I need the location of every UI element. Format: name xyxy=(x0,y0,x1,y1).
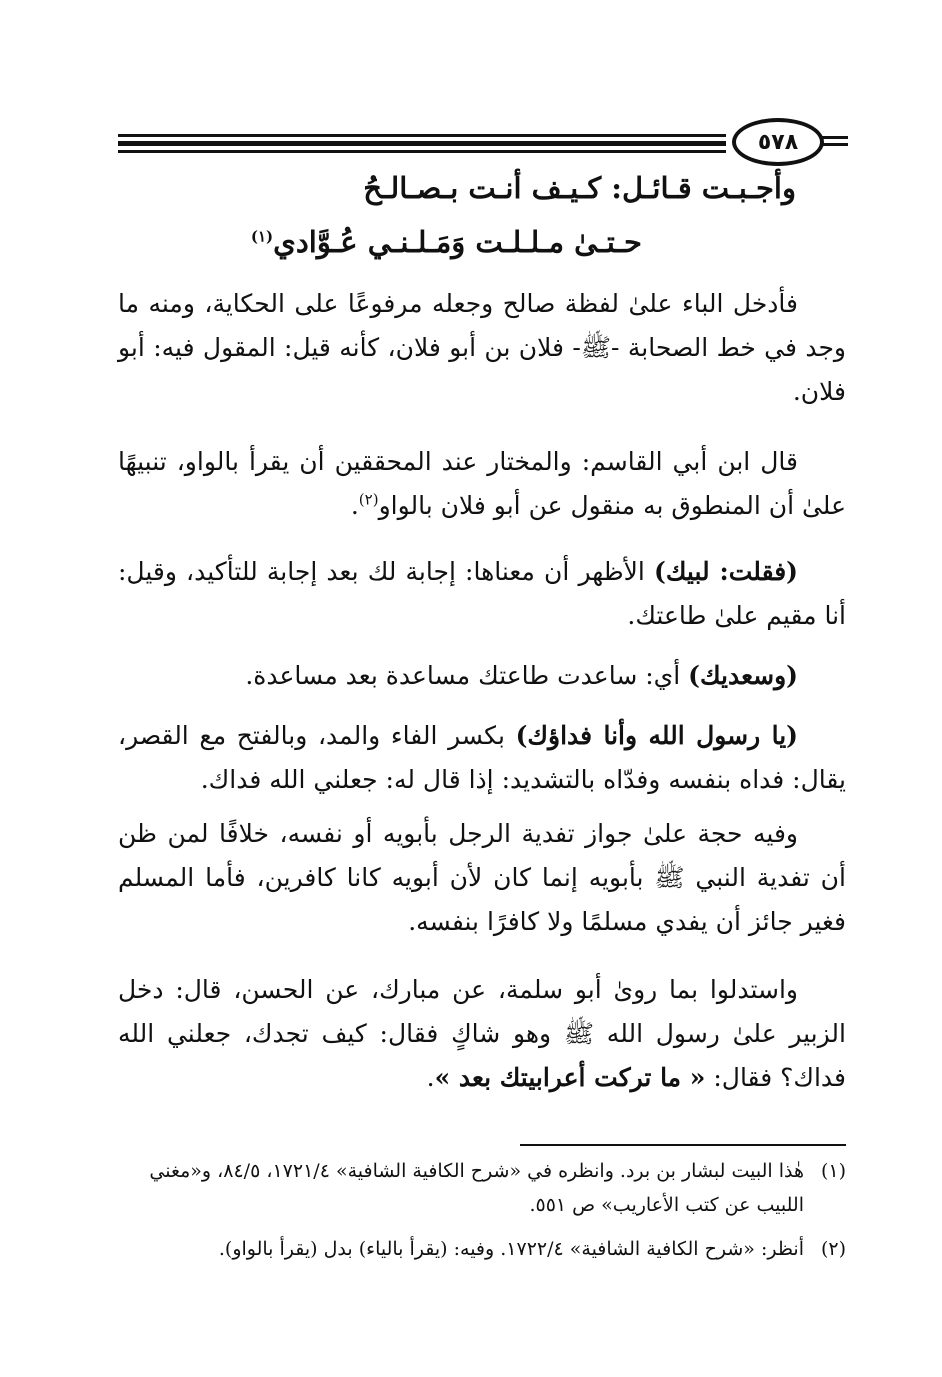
footnote-item xyxy=(118,1154,846,1222)
body-paragraph xyxy=(118,282,846,414)
footnote-text: أنظر: «شرح الكافية الشافية» ١٧٢٢/٤. وفيه: (يقرأ بالياء) بدل (يقرأ بالواو). xyxy=(218,1238,804,1260)
paragraph-lead: (يا رسول الله وأنا فداؤك) xyxy=(515,721,798,750)
paragraph-text-main: قال ابن أبي القاسم: والمختار عند المحققين أن يقرأ بالواو، تنبيهًا علىٰ أن المنطوق به منقول عن أبو فلان بالواو xyxy=(118,447,846,520)
paragraph-text xyxy=(118,550,846,638)
paragraph-text-tail: . xyxy=(426,1063,435,1092)
footnote-number: (٢) xyxy=(820,1238,846,1260)
footnotes xyxy=(118,1154,846,1276)
body-paragraph xyxy=(118,440,846,528)
header-rule xyxy=(118,150,726,153)
header-rule xyxy=(118,134,726,137)
paragraph-text xyxy=(118,714,846,802)
paragraph-text-main: أي: ساعدت طاعتك مساعدة بعد مساعدة. xyxy=(245,661,689,690)
footnote-text: هٰذا البيت لبشار بن برد. وانظره في «شرح الكافية الشافية» ١٧٢١/٤، ٨٤/٥، و«مغني اللبيب عن كتب الأعاريب» ص ٥٥١. xyxy=(149,1160,804,1216)
paragraph-text-tail: . xyxy=(350,491,359,520)
footnote-divider xyxy=(520,1144,846,1146)
paragraph-text xyxy=(118,968,846,1100)
body-paragraph xyxy=(118,714,846,802)
footnote-marker: (٢) xyxy=(358,490,379,509)
footnote-item xyxy=(118,1232,846,1266)
body-paragraph xyxy=(118,550,846,638)
page-header xyxy=(118,118,848,168)
footnote-marker: (١) xyxy=(250,227,274,246)
header-rule xyxy=(118,141,726,146)
paragraph-lead: (فقلت: لبيك) xyxy=(654,557,798,586)
body-paragraph xyxy=(118,968,846,1100)
paragraph-text-main: الأظهر أن معناها: إجابة لك بعد إجابة للتأكيد، وقيل: أنا مقيم علىٰ طاعتك. xyxy=(118,557,846,630)
body-paragraph xyxy=(118,654,846,698)
paragraph-text: وفيه حجة علىٰ جواز تفدية الرجل بأبويه أو نفسه، خلافًا لمن ظن أن تفدية النبي ﷺ بأبويه إنما كان لأن أبويه كانا كافرين، فأما المسلم فغير جائز أن يفدي مسلمًا ولا كافرًا بنفسه. xyxy=(118,819,846,936)
paragraph-text xyxy=(118,654,846,698)
paragraph-text-main: بكسر الفاء والمد، وبالفتح مع القصر، يقال: فداه بنفسه وفدّاه بالتشديد: إذا قال له: جعلني الله فداك. xyxy=(118,721,846,794)
paragraph-text-main: واستدلوا بما روىٰ أبو سلمة، عن مبارك، عن الحسن، قال: دخل الزبير علىٰ رسول الله ﷺ وهو شاكٍ فقال: كيف تجدك، جعلني الله فداك؟ فقال: xyxy=(118,975,846,1092)
verse-line-2 xyxy=(251,222,642,262)
hadith-quote: « ما تركت أعرابيتك بعد » xyxy=(434,1063,706,1092)
paragraph-text: فأدخل الباء علىٰ لفظة صالح وجعله مرفوعًا على الحكاية، ومنه ما وجد في خط الصحابة -ﷺ- فلان بن أبو فلان، كأنه قيل: المقول فيه: أبو فلان. xyxy=(118,289,846,406)
verse-line-1: وأجـبـت قـائـل: كـيـف أنـت بـصـالـحُ xyxy=(363,171,796,205)
paragraph-text xyxy=(118,440,846,528)
footnote-number: (١) xyxy=(820,1160,846,1182)
page-number: ٥٧٨ xyxy=(732,118,824,166)
paragraph-lead: (وسعديك) xyxy=(688,661,798,690)
body-paragraph xyxy=(118,812,846,944)
verse-line-2-text: حـتـىٰ مـلـلـت وَمَـلـنـي عُـوَّادي xyxy=(273,225,642,259)
